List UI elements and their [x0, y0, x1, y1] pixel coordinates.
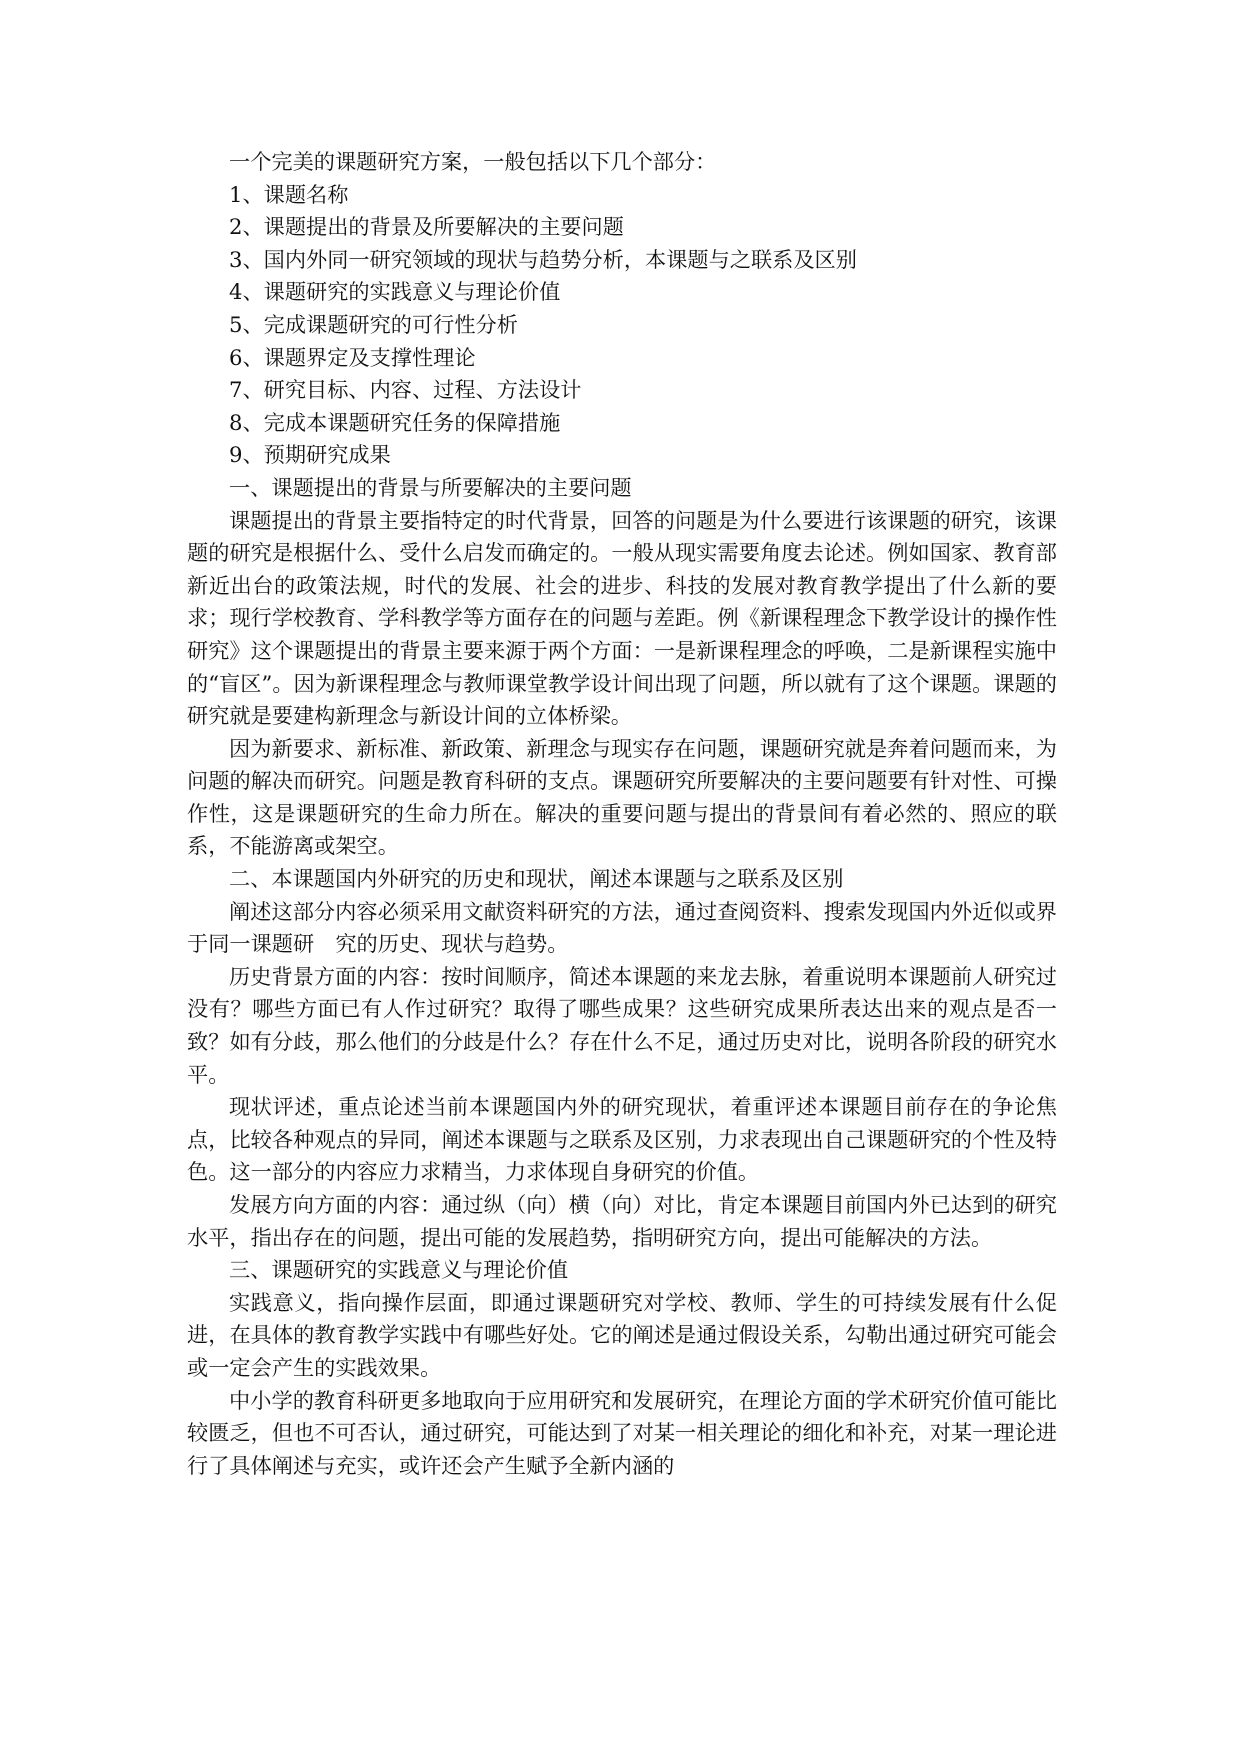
toc-item: 7、研究目标、内容、过程、方法设计	[229, 377, 582, 403]
toc-item: 2、课题提出的背景及所要解决的主要问题	[229, 214, 624, 240]
toc-item: 4、课题研究的实践意义与理论价值	[229, 279, 561, 305]
section-1-heading: 一、课题提出的背景与所要解决的主要问题	[229, 474, 632, 500]
section-1-paragraph: 课题提出的背景主要指特定的时代背景，回答的问题是为什么要进行该课题的研究，该课题的研究是根据什么、受什么启发而确定的。一般从现实需要角度去论述。例如国家、教育部新近出台的政策法规，时代的发展、社会的进步、科技的发展对教育教学提出了什么新的要求；现行学校教育、学科教学等方面存在的问题与差距。例《新课程理念下教学设计的操作性研究》这个课题提出的背景主要来源于两个方面：一是新课程理念的呼唤，二是新课程实施中的“盲区”。因为新课程理念与教师课堂教学设计间出现了问题，所以就有了这个课题。课题的研究就是要建构新理念与新设计间的立体桥梁。	[187, 507, 1057, 729]
toc-item: 1、课题名称	[229, 181, 349, 207]
section-2-paragraph: 阐述这部分内容必须采用文献资料研究的方法，通过查阅资料、搜索发现国内外近似或界于同一课题研 究的历史、现状与趋势。	[187, 898, 1057, 957]
intro-line: 一个完美的课题研究方案，一般包括以下几个部分：	[229, 149, 717, 174]
section-2-paragraph: 发展方向方面的内容：通过纵（向）横（向）对比，肯定本课题目前国内外已达到的研究水平，指出存在的问题，提出可能的发展趋势，指明研究方向，提出可能解决的方法。	[187, 1192, 1057, 1250]
toc-item: 5、完成课题研究的可行性分析	[229, 311, 518, 337]
section-2-paragraph: 现状评述，重点论述当前本课题国内外的研究现状，着重评述本课题目前存在的争论焦点，比较各种观点的异同，阐述本课题与之联系及区别，力求表现出自己课题研究的个性及特色。这一部分的内容应力求精当，力求体现自身研究的价值。	[187, 1094, 1057, 1185]
section-3-paragraph: 中小学的教育科研更多地取向于应用研究和发展研究，在理论方面的学术研究价值可能比较匮乏，但也不可否认，通过研究，可能达到了对某一相关理论的细化和补充，对某一理论进行了具体阐述与充实，或许还会产生赋予全新内涵的	[187, 1387, 1057, 1478]
section-3-heading: 三、课题研究的实践意义与理论价值	[229, 1257, 569, 1283]
toc-item: 9、预期研究成果	[229, 442, 391, 468]
toc-item: 8、完成本课题研究任务的保障措施	[229, 409, 561, 435]
toc-item: 6、课题界定及支撑性理论	[229, 344, 476, 370]
toc-item: 3、国内外同一研究领域的现状与趋势分析，本课题与之联系及区别	[229, 246, 857, 272]
section-2-heading: 二、本课题国内外研究的历史和现状，阐述本课题与之联系及区别	[229, 866, 844, 892]
document-page	[187, 146, 1057, 1482]
section-1-paragraph: 因为新要求、新标准、新政策、新理念与现实存在问题，课题研究就是奔着问题而来，为问题的解决而研究。问题是教育科研的支点。课题研究所要解决的主要问题要有针对性、可操作性，这是课题研究的生命力所在。解决的重要问题与提出的背景间有着必然的、照应的联系，不能游离或架空。	[187, 735, 1057, 859]
section-2-paragraph: 历史背景方面的内容：按时间顺序，简述本课题的来龙去脉，着重说明本课题前人研究过没有？哪些方面已有人作过研究？取得了哪些成果？这些研究成果所表达出来的观点是否一致？如有分歧，那么他们的分歧是什么？存在什么不足，通过历史对比，说明各阶段的研究水平。	[187, 963, 1057, 1087]
toc-list	[187, 179, 1057, 472]
section-3-paragraph: 实践意义，指向操作层面，即通过课题研究对学校、教师、学生的可持续发展有什么促进，在具体的教育教学实践中有哪些好处。它的阐述是通过假设关系，勾勒出通过研究可能会或一定会产生的实践效果。	[187, 1289, 1057, 1380]
